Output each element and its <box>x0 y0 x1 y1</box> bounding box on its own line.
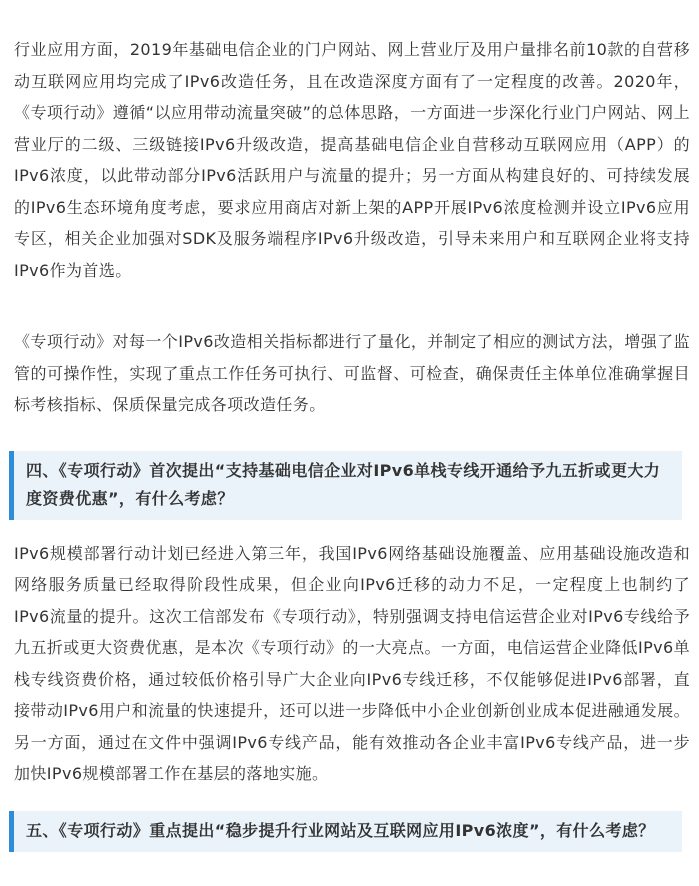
paragraph-quantified-indicators: 《专项行动》对每一个IPv6改造相关指标都进行了量化，并制定了相应的测试方法，增强了监管的可操作性，实现了重点工作任务可执行、可监督、可检查，确保责任主体单位准确掌握目标考核指标、保质保量完成各项改造任务。 <box>14 332 690 414</box>
paragraph-ipv6-leased-line: IPv6规模部署行动计划已经进入第三年，我国IPv6网络基础设施覆盖、应用基础设施改造和网络服务质量已经取得阶段性成果，但企业向IPv6迁移的动力不足，一定程度上也制约了IPv6流量的提升。这次工信部发布《专项行动》，特别强调支持电信运营企业对IPv6专线给予九五折或更大资费优惠，是本次《专项行动》的一大亮点。一方面，电信运营企业降低IPv6单栈专线资费价格，通过较低价格引导广大企业向IPv6专线迁移，不仅能够促进IPv6部署，直接带动IPv6用户和流量的快速提升，还可以进一步降低中小企业创新创业成本促进融通发展。另一方面，通过在文件中强调IPv6专线产品，能有效推动各企业丰富IPv6专线产品，进一步加快IPv6规模部署工作在基层的落地实施。 <box>14 543 690 783</box>
section-heading-4: 四、《专项行动》首次提出“支持基础电信企业对IPv6单栈专线开通给予九五折或更大力度资费优惠”，有什么考虑？ <box>9 451 682 520</box>
paragraph-industry-applications: 行业应用方面，2019年基础电信企业的门户网站、网上营业厅及用户量排名前10款的自营移动互联网应用均完成了IPv6改造任务，且在改造深度方面有了一定程度的改善。2020年，《专项行动》遵循“以应用带动流量突破”的总体思路，一方面进一步深化行业门户网站、网上营业厅的二级、三级链接IPv6升级改造，提高基础电信企业自营移动互联网应用（APP）的IPv6浓度，以此带动部分IPv6活跃用户与流量的提升；另一方面从构建良好的、可持续发展的IPv6生态环境角度考虑，要求应用商店对新上架的APP开展IPv6浓度检测并设立IPv6应用专区，相关企业加强对SDK及服务端程序IPv6升级改造，引导未来用户和互联网企业将支持IPv6作为首选。 <box>14 40 690 280</box>
section-heading-5: 五、《专项行动》重点提出“稳步提升行业网站及互联网应用IPv6浓度”，有什么考虑？ <box>9 811 682 852</box>
